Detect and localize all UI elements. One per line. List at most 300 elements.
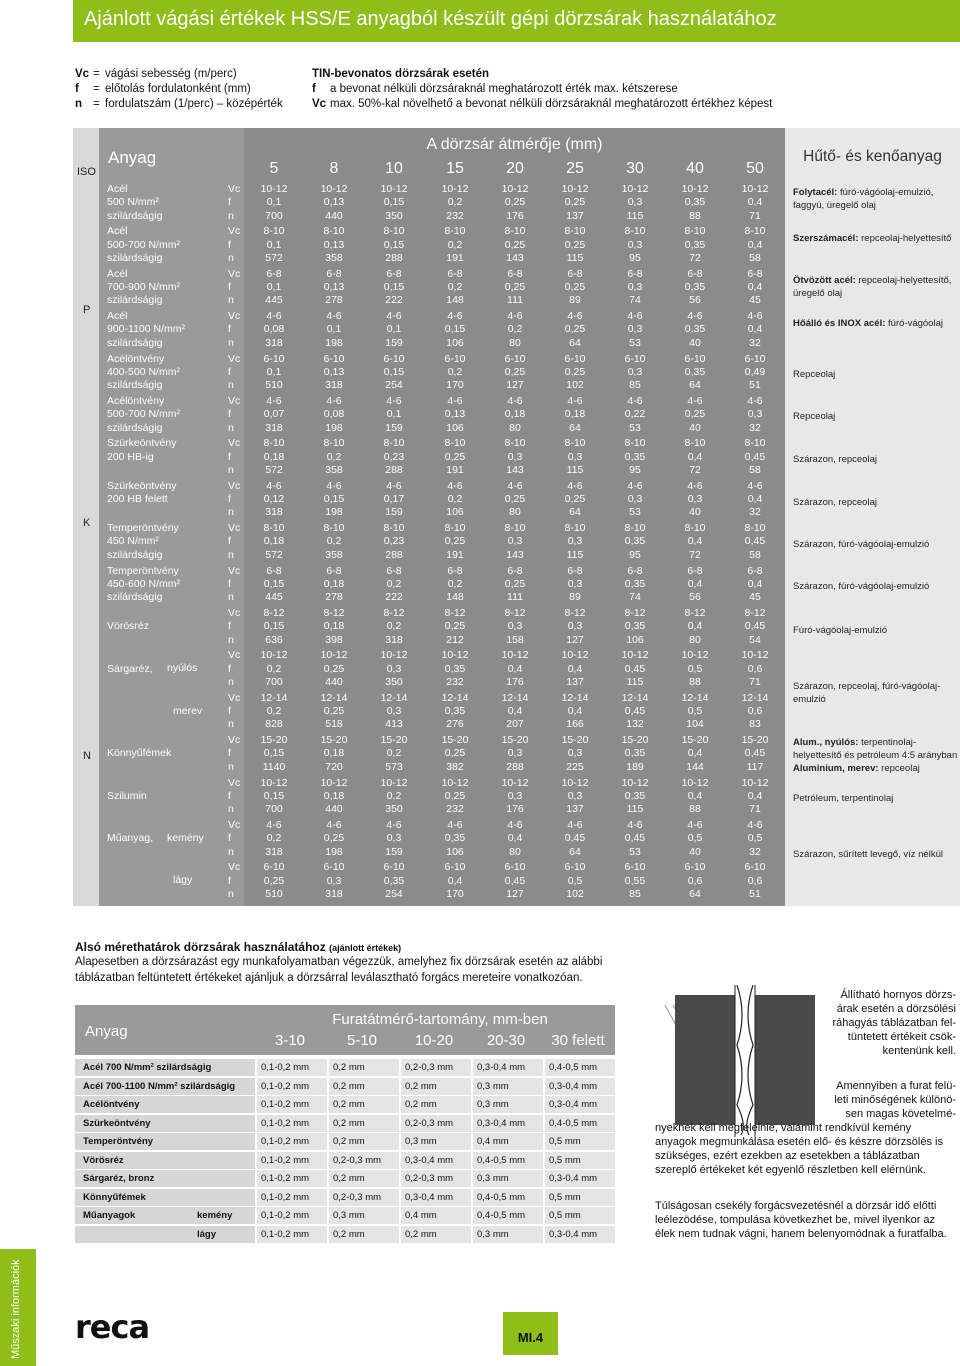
value: 8-10 (684, 437, 706, 450)
material-subtype: kemény (167, 832, 204, 844)
value: 0,4 (687, 747, 703, 760)
value-cell (610, 437, 660, 477)
param-label: n (228, 887, 234, 900)
value: 111 (507, 294, 523, 307)
diameter-col-header: 30 (626, 160, 644, 177)
value-cell (730, 565, 780, 605)
value: 4-6 (447, 819, 463, 831)
value-cell (730, 268, 780, 308)
value: 0,13 (323, 281, 345, 294)
value: 350 (385, 803, 403, 816)
value-cell (610, 692, 660, 732)
value: 6-10 (624, 861, 646, 874)
value: 74 (629, 294, 641, 307)
value-cell (550, 522, 600, 562)
value: 12-14 (681, 691, 709, 704)
material-row (99, 353, 244, 395)
value: 132 (626, 718, 644, 731)
allowance-value: 0,4-0,5 mm (473, 1152, 543, 1169)
range-header: 3-10 (274, 1032, 306, 1049)
allowance-material-type: kemény (197, 1210, 233, 1221)
allowance-value: 0,5 mm (545, 1133, 615, 1150)
value: 10-12 (260, 649, 288, 662)
legend-equals: = (93, 98, 100, 110)
coolant-entry (785, 792, 960, 805)
allowance-material-type: lágy (197, 1228, 217, 1240)
coolant-entry (785, 624, 960, 637)
value: 0,3 (326, 874, 342, 887)
allowance-value: 0,3 mm (473, 1078, 543, 1095)
value-cell (550, 819, 600, 859)
value-cell (670, 268, 720, 308)
value: 0,35 (444, 832, 466, 845)
value: 0,25 (323, 832, 345, 845)
value-cell (610, 734, 660, 774)
value: 6-10 (383, 861, 405, 874)
allowance-material: Temperöntvény (75, 1133, 255, 1150)
value: 0,5 (687, 662, 703, 675)
value: 0,25 (504, 365, 526, 378)
value: 4-6 (326, 395, 342, 407)
note-line: leti minőségének különö- (834, 1094, 956, 1106)
value: 0,2 (447, 577, 463, 590)
value: 71 (749, 675, 761, 688)
value: 6-10 (323, 352, 345, 365)
material-row (99, 268, 244, 310)
allowance-value: 0,1-0,2 mm (257, 1189, 327, 1206)
value: 8-10 (263, 437, 285, 450)
value: 0,45 (744, 620, 766, 633)
material-name (107, 861, 110, 901)
value-cell (550, 692, 600, 732)
material-name-line (107, 888, 110, 901)
param-label: n (228, 591, 234, 604)
allowance-value: 0,3-0,4 mm (473, 1115, 543, 1132)
value: 12-14 (320, 691, 348, 704)
value-cell (309, 777, 359, 817)
material-name-line (107, 607, 149, 620)
value-cell (249, 522, 299, 562)
allowance-value: 0,2-0,3 mm (401, 1115, 471, 1132)
allowance-range-header: Furatátmérő-tartomány, mm-ben (332, 1011, 548, 1028)
material-name-line: Acél (107, 183, 128, 195)
param-labels (228, 522, 240, 562)
value: 8-12 (444, 607, 466, 619)
material-name (107, 310, 185, 350)
material-column (99, 128, 244, 906)
material-row (99, 225, 244, 267)
value: 0,18 (564, 408, 586, 421)
value: 10-12 (561, 649, 589, 662)
value: 64 (569, 845, 581, 858)
allowance-material: Acél 700-1100 N/mm² szilárdságig (75, 1078, 255, 1095)
material-name-line: szilárdságig (107, 251, 163, 264)
value: 115 (626, 675, 644, 688)
value: 0,35 (684, 281, 706, 294)
value: 0,25 (504, 196, 526, 209)
value-cell (670, 437, 720, 477)
value: 232 (446, 209, 464, 222)
value: 0,12 (263, 493, 285, 506)
value-cell (490, 565, 540, 605)
value-cell (550, 225, 600, 265)
material-name-line (107, 676, 153, 689)
value: 0,35 (444, 705, 466, 718)
allowance-row (75, 1115, 615, 1133)
value: 0,6 (747, 705, 763, 718)
value: 0,15 (383, 238, 405, 251)
param-label: Vc (228, 776, 241, 789)
value: 102 (566, 379, 584, 392)
value-cell (309, 819, 359, 859)
value-cell (670, 183, 720, 223)
diameter-col-header: 5 (269, 160, 279, 177)
value: 4-6 (507, 819, 523, 831)
value: 0,18 (323, 620, 345, 633)
value: 4-6 (447, 479, 463, 492)
value-cell (249, 353, 299, 393)
value: 0,25 (444, 535, 466, 548)
value: 0,1 (326, 323, 342, 336)
allowance-material: Szürkeöntvény (75, 1115, 255, 1132)
value: 10-12 (501, 183, 529, 195)
param-label: Vc (228, 225, 241, 238)
value: 6-10 (504, 352, 526, 365)
value: 4-6 (747, 479, 763, 492)
value: 0,6 (747, 874, 763, 887)
material-name-line: Műanyag, (107, 832, 154, 845)
value: 0,4 (687, 535, 703, 548)
value: 10-12 (681, 649, 709, 662)
material-name-line: szilárdságig (107, 294, 163, 307)
coolant-text: repceolaj-helyettesítő, üregelő olaj (793, 275, 952, 299)
value-cell (430, 734, 480, 774)
value: 0,4 (507, 832, 523, 845)
value: 0,15 (263, 620, 285, 633)
allowance-value: 0,1-0,2 mm (257, 1096, 327, 1113)
allowance-value: 0,2 mm (329, 1170, 399, 1187)
param-labels (228, 819, 240, 859)
value: 254 (385, 887, 403, 900)
value: 4-6 (326, 479, 342, 492)
note-surface-quality (831, 1079, 956, 1121)
value-cell (730, 734, 780, 774)
value-cell (430, 649, 480, 689)
value: 207 (506, 718, 524, 731)
material-name-line: 700-900 N/mm² (107, 281, 180, 294)
page-title: Ajánlott vágási értékek HSS/E anyagból készült gépi dörzsárak használatához (84, 8, 777, 30)
value-cell (550, 734, 600, 774)
value: 510 (265, 379, 283, 392)
material-row (99, 692, 244, 734)
coolant-text: Repceolaj (793, 369, 836, 380)
cutting-values-table (73, 128, 960, 906)
reca-logo: reca (75, 1308, 150, 1346)
material-name-line (107, 634, 149, 647)
value: 0,4 (687, 577, 703, 590)
value-cell (369, 649, 419, 689)
allowance-value: 0,4-0,5 mm (473, 1207, 543, 1224)
value-cell (610, 183, 660, 223)
coolant-entry (785, 368, 960, 381)
value: 288 (385, 251, 403, 264)
param-label: n (228, 209, 234, 222)
value-cell (490, 734, 540, 774)
value: 95 (629, 548, 641, 561)
value-cell (490, 353, 540, 393)
coolant-entry (785, 186, 960, 212)
coolant-text: repceolaj-helyettesítő (861, 233, 952, 244)
value: 288 (385, 463, 403, 476)
value: 4-6 (266, 395, 282, 407)
value: 0,5 (567, 874, 583, 887)
allowance-table-header (75, 1005, 615, 1055)
value: 0,3 (567, 450, 583, 463)
value: 8-10 (504, 225, 526, 238)
allowance-value: 0,4 mm (473, 1133, 543, 1150)
value: 6-8 (627, 267, 643, 280)
value: 0,3 (386, 705, 402, 718)
value: 4-6 (507, 310, 523, 323)
value: 198 (325, 845, 343, 858)
value: 413 (385, 718, 403, 731)
value: 115 (626, 803, 644, 816)
allowance-value: 0,4-0,5 mm (545, 1059, 615, 1076)
value: 159 (385, 506, 403, 519)
value-cell (670, 777, 720, 817)
value: 0,3 (507, 535, 523, 548)
value-cell (730, 183, 780, 223)
value: 72 (689, 463, 701, 476)
value: 189 (626, 760, 644, 773)
value: 4-6 (747, 310, 763, 323)
allowance-material: Műanyagok kemény (75, 1207, 255, 1224)
value: 159 (385, 845, 403, 858)
value: 0,18 (504, 408, 526, 421)
value: 0,23 (383, 450, 405, 463)
param-label: f (228, 493, 231, 506)
value: 4-6 (687, 479, 703, 492)
value: 137 (566, 803, 584, 816)
value: 6-8 (326, 267, 342, 280)
value: 8-12 (323, 607, 345, 619)
value: 0,3 (627, 238, 643, 251)
allowance-value: 0,4 mm (401, 1207, 471, 1224)
legend-symbol: f (312, 83, 316, 95)
allowance-value: 0,5 mm (545, 1207, 615, 1224)
value-cell (490, 649, 540, 689)
value: 0,25 (444, 450, 466, 463)
value: 1140 (262, 760, 286, 773)
legend-symbol: n (75, 98, 83, 110)
material-name-line: Acélöntvény (107, 395, 165, 407)
legend-text: előtolás fordulatonként (mm) (105, 83, 251, 95)
value: 0,3 (507, 450, 523, 463)
value-cell (249, 777, 299, 817)
value: 15-20 (621, 734, 649, 747)
param-labels (228, 607, 240, 647)
value-cell (670, 692, 720, 732)
value: 148 (446, 591, 464, 604)
value: 176 (506, 675, 524, 688)
value-cell (610, 395, 660, 435)
value-cell (670, 649, 720, 689)
allowance-row (75, 1133, 615, 1151)
value: 12-14 (501, 691, 529, 704)
value: 0,6 (687, 874, 703, 887)
value-cell (249, 480, 299, 520)
material-name (107, 692, 110, 732)
value-cell (550, 437, 600, 477)
value: 40 (689, 506, 701, 519)
value: 15-20 (561, 734, 589, 747)
value: 198 (325, 506, 343, 519)
value: 0,3 (627, 493, 643, 506)
value-cell (550, 861, 600, 901)
param-label: Vc (228, 183, 241, 195)
material-name-line: 450-600 N/mm² (107, 577, 180, 590)
param-label: Vc (228, 861, 241, 874)
allowance-material: Könnyűfémek (75, 1189, 255, 1206)
value: 10-12 (621, 776, 649, 789)
value: 8-10 (444, 522, 466, 535)
param-labels (228, 734, 240, 774)
note-line: ráhagyás táblázatban fel- (832, 1017, 956, 1029)
material-row (99, 861, 244, 903)
param-label: n (228, 760, 234, 773)
value: 440 (325, 675, 343, 688)
value: 4-6 (266, 479, 282, 492)
value-cell (490, 480, 540, 520)
param-labels (228, 861, 240, 901)
material-name (107, 649, 153, 689)
value: 8-10 (263, 522, 285, 535)
value-cell (369, 480, 419, 520)
value-cell (490, 310, 540, 350)
coolant-text: Fúró-vágóolaj-emulzió (793, 625, 887, 636)
value: 0,2 (386, 747, 402, 760)
value-cell (550, 310, 600, 350)
value: 40 (689, 336, 701, 349)
value-cell (490, 607, 540, 647)
note-line: Állítható hornyos dörzs- (840, 989, 956, 1001)
value: 32 (749, 845, 761, 858)
lower-intro: Alapesetben a dörzsárazást egy munkafolyamatban végezzük, amelyhez fix dörzsárak esetén az alábbi táblázatban feltüntetett értékeket ajánljuk a dörzsárral leválasztható forgács mereteire vonatkozóan. (75, 956, 603, 984)
value-cell (309, 353, 359, 393)
material-name-line (107, 649, 153, 662)
value-cell (249, 649, 299, 689)
allowance-value: 0,1-0,2 mm (257, 1078, 327, 1095)
value: 6-10 (444, 352, 466, 365)
param-label: Vc (228, 310, 241, 323)
value: 0,5 (687, 832, 703, 845)
coolant-entry (785, 680, 960, 706)
legend-equals: = (93, 68, 100, 80)
coolant-text: Szárazon, repceolaj, fúró-vágóolaj-emulzió (793, 681, 941, 705)
value: 88 (689, 803, 701, 816)
value-cell (309, 565, 359, 605)
value: 10-12 (621, 183, 649, 195)
value: 71 (749, 209, 761, 222)
value-cell (550, 183, 600, 223)
material-name-line (107, 734, 171, 747)
value-cell (490, 522, 540, 562)
value-cell (610, 353, 660, 393)
value: 106 (446, 506, 464, 519)
value-cell (249, 819, 299, 859)
value-cell (249, 437, 299, 477)
value: 0,3 (747, 408, 763, 421)
material-name-line (107, 777, 147, 790)
allowance-value: 0,2-0,3 mm (401, 1170, 471, 1187)
material-name (107, 607, 149, 647)
value: 127 (506, 887, 524, 900)
value: 10-12 (561, 183, 589, 195)
value: 0,2 (326, 450, 342, 463)
param-label: n (228, 633, 234, 646)
value: 106 (446, 336, 464, 349)
value: 0,3 (627, 281, 643, 294)
value: 64 (569, 336, 581, 349)
diameter-col-header: 8 (329, 160, 339, 177)
value: 12-14 (441, 691, 469, 704)
param-label: f (228, 238, 231, 251)
value-cell (730, 310, 780, 350)
value: 32 (749, 421, 761, 434)
value-cell (490, 692, 540, 732)
value: 4-6 (567, 310, 583, 323)
legend-right (312, 67, 772, 112)
material-row (99, 522, 244, 564)
value: 0,4 (747, 493, 763, 506)
value: 6-10 (564, 352, 586, 365)
value: 0,25 (564, 493, 586, 506)
value: 10-12 (741, 776, 769, 789)
material-name-line: 450 N/mm² (107, 535, 159, 548)
value: 10-12 (260, 776, 288, 789)
param-labels (228, 268, 240, 308)
material-name-line: Vörösréz (107, 620, 150, 633)
value: 0,4 (747, 281, 763, 294)
value: 0,4 (507, 662, 523, 675)
value: 0,35 (624, 789, 646, 802)
value: 15-20 (681, 734, 709, 747)
value: 56 (689, 591, 701, 604)
value: 10-12 (501, 649, 529, 662)
param-label: n (228, 718, 234, 731)
value-cell (670, 225, 720, 265)
value: 0,35 (624, 450, 646, 463)
value: 10-12 (260, 183, 288, 195)
value: 0,15 (383, 281, 405, 294)
param-label: Vc (228, 564, 241, 577)
value: 0,35 (624, 747, 646, 760)
value: 0,35 (444, 662, 466, 675)
value-cell (490, 861, 540, 901)
value: 0,18 (263, 450, 285, 463)
material-name (107, 819, 153, 859)
value: 0,25 (444, 620, 466, 633)
value: 8-12 (263, 607, 285, 619)
value: 0,25 (564, 281, 586, 294)
value: 32 (749, 336, 761, 349)
value: 0,45 (744, 747, 766, 760)
value: 10-12 (380, 183, 408, 195)
value: 51 (749, 887, 761, 900)
value: 117 (746, 760, 764, 773)
value-cell (730, 437, 780, 477)
value: 40 (689, 421, 701, 434)
